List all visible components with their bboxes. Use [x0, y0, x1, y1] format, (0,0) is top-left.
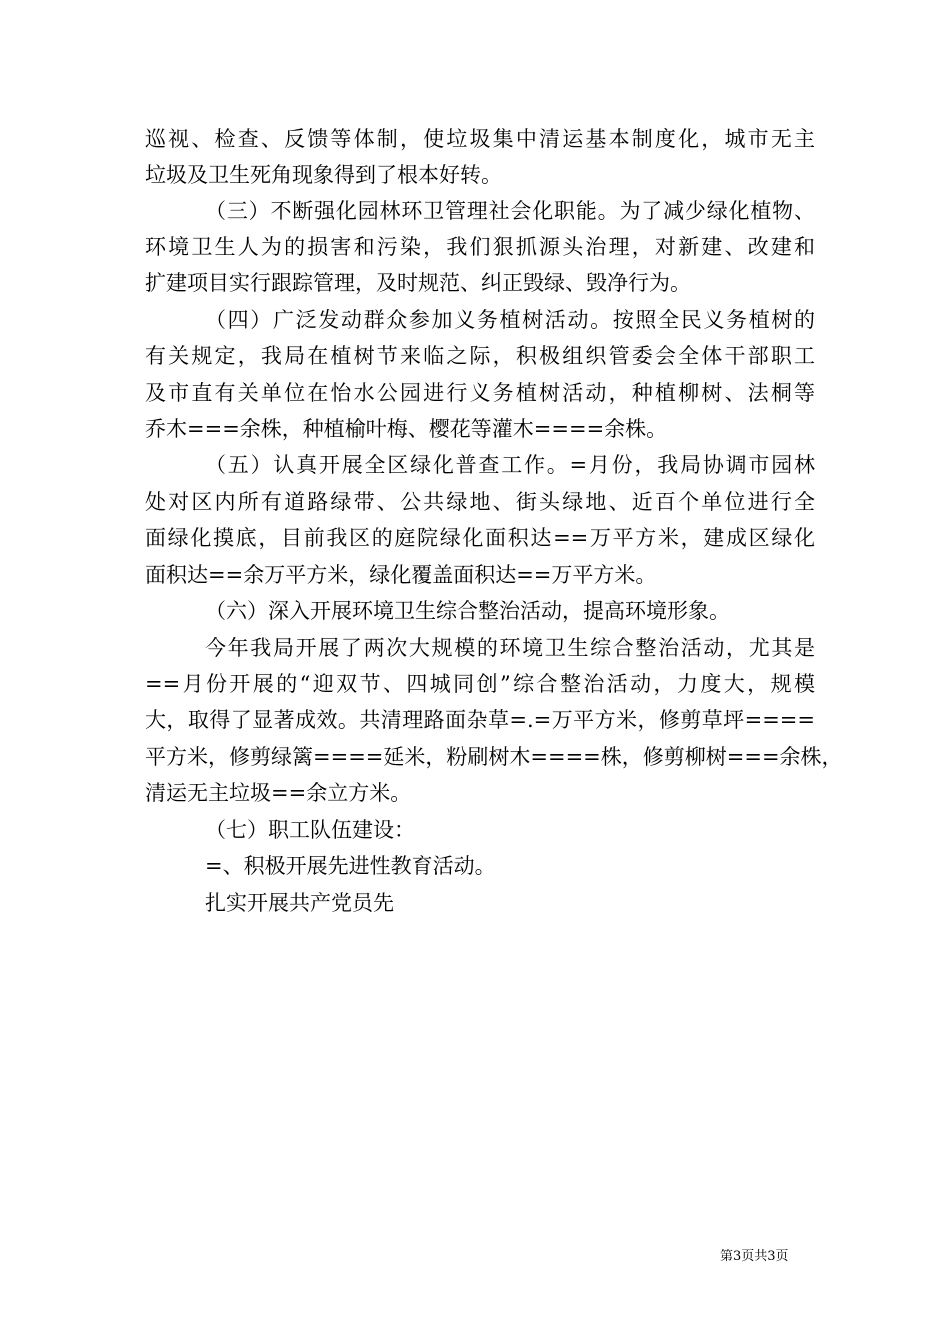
text-line: =、积极开展先进性教育活动。	[205, 854, 496, 878]
text-line: 乔木===余株，种植榆叶梅、樱花等灌木====余株。	[145, 417, 668, 441]
text-line: 有关规定，我局在植树节来临之际，积极组织管委会全体干部职工	[145, 344, 815, 368]
text-line: 扎实开展共产党员先	[205, 891, 394, 915]
page-number-footer: 第3页共3页	[720, 1249, 789, 1264]
text-line: 环境卫生人为的损害和污染，我们狠抓源头治理，对新建、改建和	[145, 235, 815, 259]
text-line: 处对区内所有道路绿带、公共绿地、街头绿地、近百个单位进行全	[145, 490, 815, 514]
text-line: 扩建项目实行跟踪管理，及时规范、纠正毁绿、毁净行为。	[145, 271, 691, 295]
text-line: 垃圾及卫生死角现象得到了根本好转。	[145, 163, 502, 187]
text-line: 今年我局开展了两次大规模的环境卫生综合整治活动，尤其是	[205, 636, 815, 660]
text-line: （六）深入开展环境卫生综合整治活动，提高环境形象。	[205, 599, 730, 623]
text-line: 及市直有关单位在怡水公园进行义务植树活动，种植柳树、法桐等	[145, 381, 815, 405]
text-line: 巡视、检查、反馈等体制，使垃圾集中清运基本制度化，城市无主	[145, 127, 815, 151]
text-line: 清运无主垃圾==余立方米。	[145, 781, 412, 805]
text-line: 面绿化摸底，目前我区的庭院绿化面积达==万平方米，建成区绿化	[145, 526, 815, 550]
text-line: （四）广泛发动群众参加义务植树活动。按照全民义务植树的	[205, 308, 815, 332]
text-line: ==月份开展的“迎双节、四城同创”综合整治活动，力度大，规模	[145, 672, 815, 696]
text-line: （三）不断强化园林环卫管理社会化职能。为了减少绿化植物、	[205, 199, 815, 223]
text-line: （七）职工队伍建设：	[205, 818, 415, 842]
text-line: 大，取得了显著成效。共清理路面杂草=.=万平方米，修剪草坪====	[145, 708, 815, 732]
text-line: 平方米，修剪绿篱====延米，粉刷树木====株，修剪柳树===余株，	[145, 745, 843, 769]
text-line: 面积达==余万平方米，绿化覆盖面积达==万平方米。	[145, 563, 657, 587]
text-line: （五）认真开展全区绿化普查工作。=月份，我局协调市园林	[205, 453, 815, 477]
